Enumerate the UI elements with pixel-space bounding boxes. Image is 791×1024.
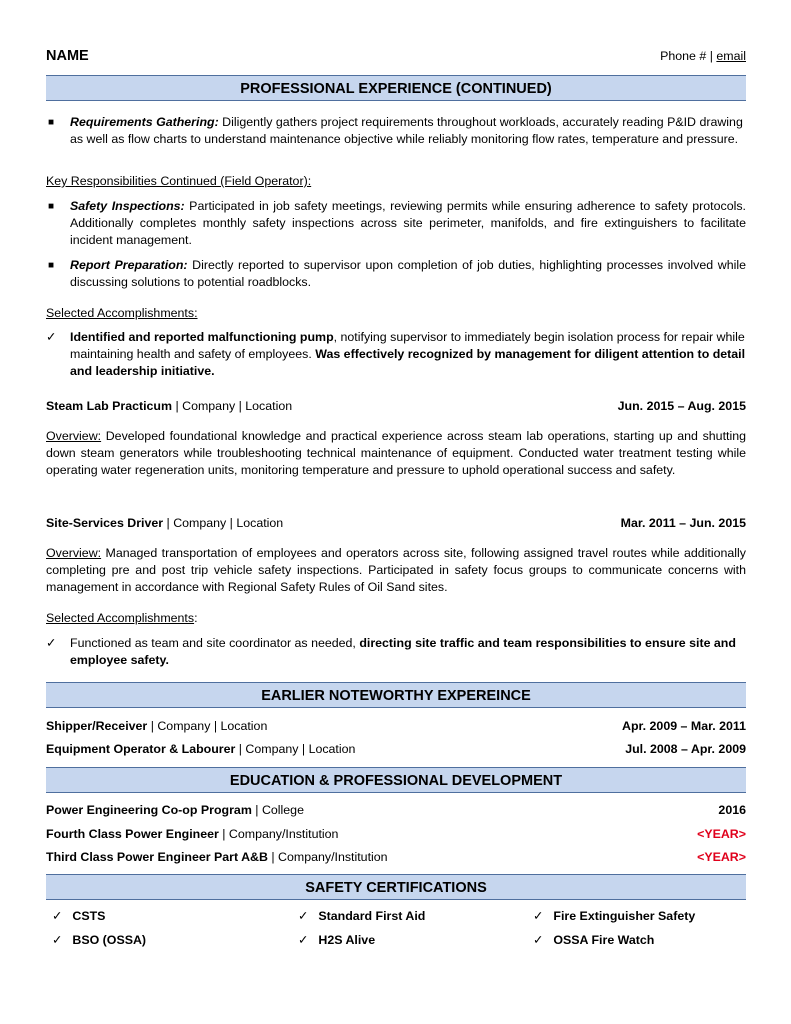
earlier-job-row (46, 741, 746, 758)
accomplishment-text: , notifying supervisor to immediately begin isolation process for repair while maintaining health and safety of employees. (70, 330, 745, 361)
job-overview-steam-lab (46, 428, 746, 479)
education-org: | Company/Institution (267, 850, 388, 864)
accomplishment-bold: Identified and reported malfunctioning pump (70, 330, 334, 344)
bullet-icon: ■ (48, 201, 55, 212)
cert-item (52, 908, 105, 925)
bullet-label: Requirements Gathering: (70, 115, 219, 129)
job-org: | Company | Location (235, 742, 356, 756)
accomplishments-heading: Selected Accomplishments: (46, 306, 198, 320)
cert-label: BSO (OSSA) (72, 933, 147, 947)
job-org: | Company | Location (163, 516, 284, 530)
cert-item (52, 932, 146, 949)
check-icon: ✓ (533, 909, 544, 923)
job-dates: Jul. 2008 – Apr. 2009 (625, 742, 746, 756)
key-responsibilities-heading: Key Responsibilities Continued (Field Operator): (46, 174, 312, 188)
bullet-icon: ■ (48, 117, 55, 128)
job-title: Site-Services Driver (46, 516, 164, 530)
education-title: Power Engineering Co-op Program (46, 803, 252, 817)
education-year: <YEAR> (697, 850, 746, 864)
phone: Phone # (660, 49, 707, 63)
resume-header (46, 48, 746, 66)
contact-separator: | (709, 49, 713, 63)
check-icon: ✓ (52, 933, 63, 947)
bullet-text: Participated in job safety meetings, reviewing permits while ensuring adherence to safety protocols. Additionally completes monthly safety inspections across site perimeter, manifolds, and fire extinguishers to facilitate incident management. (70, 199, 746, 247)
education-row (46, 826, 746, 843)
bullet-label: Safety Inspections: (70, 199, 185, 213)
education-year: 2016 (718, 803, 746, 817)
cert-item (298, 908, 425, 925)
check-icon: ✓ (46, 636, 57, 650)
overview-text: Developed foundational knowledge and practical experience across steam lab operations, starting up and shutting down steam generators while troubleshooting technical maintenance of equipment. Conducted water treatment testing while operating water regeneration units, monitoring temperature and pressure to uphold operational success and safety. (46, 429, 746, 477)
section-header-experience: PROFESSIONAL EXPERIENCE (CONTINUED) (46, 75, 746, 101)
overview-label: Overview: (46, 546, 102, 560)
accomplishment-item (46, 329, 746, 380)
education-org: | Company/Institution (218, 827, 339, 841)
bullet-icon: ■ (48, 260, 55, 271)
education-title: Fourth Class Power Engineer (46, 827, 219, 841)
cert-label: H2S Alive (318, 933, 376, 947)
job-title: Steam Lab Practicum (46, 399, 173, 413)
job-org: | Company | Location (147, 719, 268, 733)
cert-item (298, 932, 375, 949)
section-header-earlier: EARLIER NOTEWORTHY EXPEREINCE (46, 682, 746, 708)
education-title: Third Class Power Engineer Part A&B (46, 850, 268, 864)
job-row-steam-lab (46, 398, 746, 415)
job-dates: Apr. 2009 – Mar. 2011 (622, 719, 746, 733)
email: email (716, 49, 746, 63)
cert-item (533, 908, 695, 925)
job-dates: Mar. 2011 – Jun. 2015 (620, 516, 746, 530)
education-row (46, 849, 746, 866)
cert-label: OSSA Fire Watch (553, 933, 655, 947)
overview-label: Overview: (46, 429, 102, 443)
check-icon: ✓ (298, 933, 309, 947)
accomplishment-text: Functioned as team and site coordinator as needed, (70, 636, 360, 650)
bullet-safety-inspections (46, 198, 746, 249)
contact-info (660, 49, 746, 63)
bullet-text: Diligently gathers project requirements throughout workloads, accurately reading P&ID drawing as well as flow charts to understand maintenance objective while reliably monitoring flow rates, temperature and pressure. (70, 115, 743, 146)
accomplishment-bold: directing site traffic and team responsibilities to ensure site and employee safety. (70, 636, 736, 667)
earlier-job-row (46, 718, 746, 735)
job-overview-site-services (46, 545, 746, 596)
bullet-requirements-gathering (46, 114, 746, 148)
education-org: | College (251, 803, 304, 817)
check-icon: ✓ (52, 909, 63, 923)
job-title: Equipment Operator & Labourer (46, 742, 236, 756)
section-header-safety: SAFETY CERTIFICATIONS (46, 874, 746, 900)
check-icon: ✓ (298, 909, 309, 923)
education-row (46, 802, 746, 819)
bullet-text: Directly reported to supervisor upon completion of job duties, highlighting processes involved while discussing solutions to potential roadblocks. (70, 258, 746, 289)
bullet-label: Report Preparation: (70, 258, 188, 272)
candidate-name: NAME (46, 48, 89, 64)
accomplishment-bold-2: Was effectively recognized by management for diligent attention to detail and leadership initiative. (70, 347, 746, 378)
cert-label: Fire Extinguisher Safety (553, 909, 696, 923)
job-org: | Company | Location (172, 399, 293, 413)
section-header-education: EDUCATION & PROFESSIONAL DEVELOPMENT (46, 767, 746, 793)
education-year: <YEAR> (697, 827, 746, 841)
cert-label: CSTS (72, 909, 106, 923)
job-row-site-services (46, 515, 746, 532)
cert-label: Standard First Aid (318, 909, 426, 923)
accomplishments-heading-2: Selected Accomplishments: (46, 611, 198, 625)
overview-text: Managed transportation of employees and operators across site, following assigned travel routes while additionally completing pre and post trip vehicle safety inspections. Participated in safety focus groups to communicate concerns with management in accordance with Regional Safety Rules of Oil Sand sites. (46, 546, 746, 594)
check-icon: ✓ (533, 933, 544, 947)
job-dates: Jun. 2015 – Aug. 2015 (617, 399, 746, 413)
check-icon: ✓ (46, 330, 57, 344)
accomplishment-item-2 (46, 635, 746, 669)
cert-item (533, 932, 654, 949)
bullet-report-preparation (46, 257, 746, 291)
job-title: Shipper/Receiver (46, 719, 148, 733)
